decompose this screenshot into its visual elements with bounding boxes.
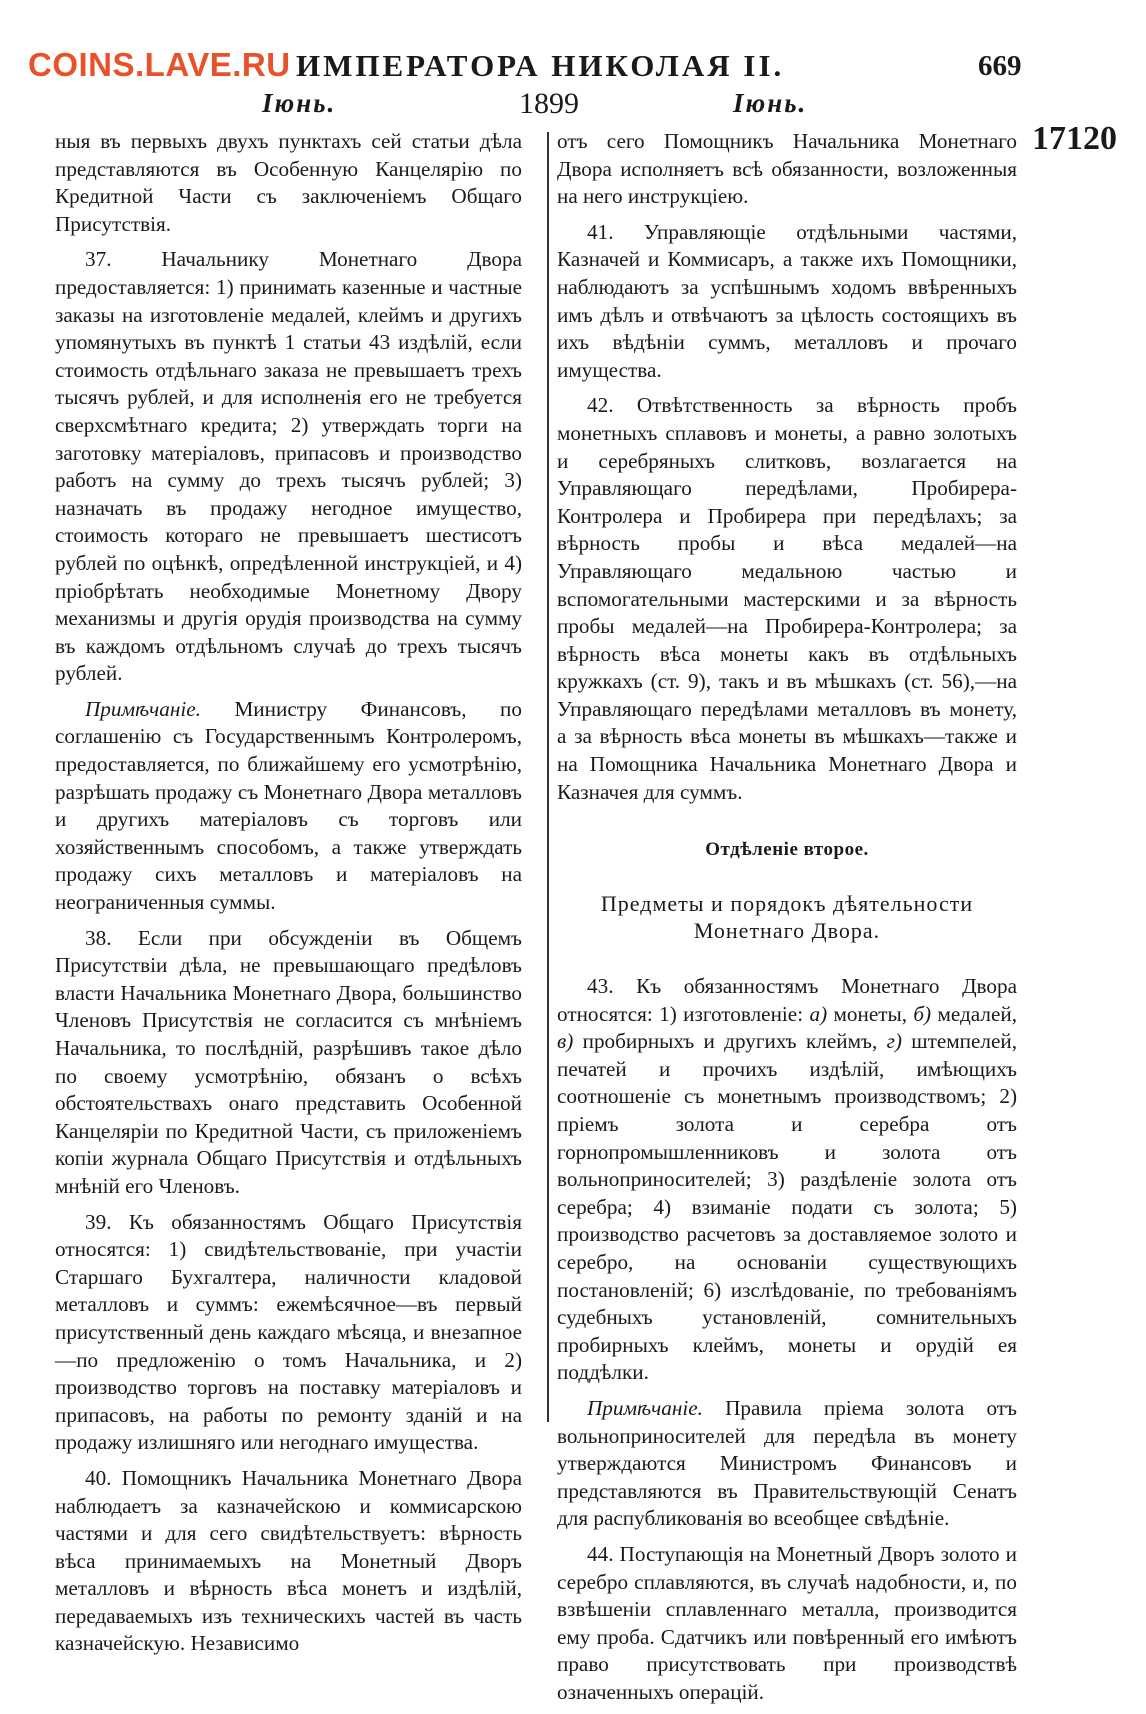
article-40: 40. Помощникъ Начальника Монетнаго Двора наблюдаетъ за казначейскою и коммисарскою частями и для сего свидѣтельствуетъ: вѣрность вѣса принимаемыхъ на Монетный Дворъ металловъ и вѣрность вѣса монетъ и издѣлій, передаваемыхъ изъ техническихъ частей въ часть казначейскую. Независимо (55, 1465, 522, 1656)
text-run: медалей, (931, 1001, 1017, 1026)
running-title: ИМПЕРАТОРА НИКОЛАЯ II. (296, 48, 785, 83)
note-text: Министру Финансовъ, по соглашенію съ Государственнымъ Контролеромъ, предоставляется, по ближайшему его усмотрѣнію, разрѣшать продажу съ Монетнаго Двора металловъ и другихъ матеріаловъ съ торговъ или хозяйственнымъ способомъ, а также утверждать продажу сихъ металловъ и матеріаловъ на неограниченныя суммы. (55, 696, 522, 915)
note-label: Примѣчаніе. (85, 696, 201, 721)
note-label: Примѣчаніе. (587, 1395, 703, 1420)
section-heading: Отдѣленіе второе. (705, 839, 869, 861)
list-letter: б) (913, 1001, 932, 1026)
year: 1899 (519, 87, 579, 120)
list-letter: г) (886, 1029, 902, 1054)
article-43 (557, 973, 1017, 1387)
text-run: штемпелей, печатей и прочихъ издѣлій, имѣющихъ соотношеніе съ монетнымъ производствомъ; 2) пріемъ золота и серебра отъ горнопромышленниковъ и золота отъ вольноприносителей; 3) раздѣленіе золота отъ серебра; 4) взиманіе подати съ золота; 5) производство расчетовъ за доставляемое золото и серебро, на основаніи существующихъ постановленій; 6) изслѣдованіе, по требованіямъ судебныхъ установленій, сомнительныхъ пробирныхъ клеймъ, монеты и орудій ея поддѣлки. (557, 1029, 1018, 1385)
article-42: 42. Отвѣтственность за вѣрность пробъ монетныхъ сплавовъ и монеты, а равно золотыхъ и серебряныхъ слитковъ, возлагается на Управляющаго передѣлами, Пробирера-Контролера и Пробирера при передѣлахъ; за вѣрность пробы и вѣса медалей—на Управляющаго медальною частью и вспомогательными мастерскими и за вѣрность пробы медалей—на Пробирера-Контролера; за вѣрность вѣса монеты какъ въ отдѣльныхъ кружкахъ (ст. 9), такъ и въ мѣшкахъ (ст. 56),—на Управляющаго передѣлами металловъ въ монету, а за вѣрность вѣса монеты въ мѣшкахъ—также и на Помощника Начальника Монетнаго Двора и Казначея для суммъ. (557, 393, 1017, 804)
article-39: 39. Къ обязанностямъ Общаго Присутствія относятся: 1) свидѣтельствованіе, при участіи Старшаго Бухгалтера, наличности кладовой металловъ и суммъ: ежемѣсячное—въ первый присутственный день каждаго мѣсяца, и внезапное—по предложенію о томъ Начальника, и 2) производство торговъ на поставку матеріаловъ и припасовъ, на работы по ремонту зданій и на продажу излишняго или негоднаго имущества. (55, 1209, 522, 1455)
paragraph-continuation: отъ сего Помощникъ Начальника Монетнаго Двора исполняетъ всѣ обязанности, возложенныя на него инструкціею. (557, 129, 1017, 209)
article-41: 41. Управляющіе отдѣльными частями, Казначей и Коммисаръ, а также ихъ Помощники, наблюдаютъ за успѣшнымъ ходомъ ввѣренныхъ имъ дѣлъ и отвѣчаютъ за цѣлость состоящихъ въ ихъ вѣдѣніи суммъ, металловъ и прочаго имущества. (557, 219, 1017, 382)
left-column (55, 128, 522, 1666)
note-paragraph (557, 1395, 1017, 1533)
watermark: COINS.LAVE.RU (28, 46, 291, 83)
note-text: Правила пріема золота отъ вольноприносителей для передѣла въ монету утверждаются Министромъ Финансовъ и представляются въ Правительствующій Сенатъ для распубликованія во всеобщее свѣдѣніе. (557, 1395, 1017, 1531)
article-44: 44. Поступающія на Монетный Дворъ золото и серебро сплавляются, въ случаѣ надобности, и, по взвѣшеніи сплавленнаго металла, производится ему проба. Сдатчикъ или повѣренный его имѣютъ право присутствовать при производствѣ означенныхъ операцій. (557, 1541, 1017, 1704)
paragraph-continuation: ныя въ первыхъ двухъ пунктахъ сей статьи дѣла представляются въ Особенную Канцелярію по Кредитной Части съ заключеніемъ Общаго Присутствія. (55, 129, 522, 236)
note-paragraph (55, 696, 522, 917)
right-column (557, 128, 1017, 1714)
page-number: 669 (978, 50, 1022, 82)
month-left: Іюнь. (262, 88, 337, 118)
list-letter: в) (557, 1029, 574, 1054)
text-run: 43. Къ обязанностямъ Монетнаго Двора относятся: 1) изготовленіе: (557, 974, 1017, 1026)
list-letter: а) (809, 1001, 828, 1026)
section-title: Предметы и порядокъ дѣятельности Монетнаго Двора. (600, 890, 974, 944)
article-37: 37. Начальнику Монетнаго Двора предоставляется: 1) принимать казенные и частные заказы на изготовленіе медалей, клеймъ и другихъ упомянутыхъ въ пунктѣ 1 статьи 43 издѣлій, если стоимость отдѣльнаго заказа не превышаетъ трехъ тысячъ рублей, и для исполненія его не требуется сверхсмѣтнаго кредита; 2) утверждать торги на заготовку матеріаловъ, припасовъ и производство работъ на сумму до трехъ тысячъ рублей; 3) назначать въ продажу негодное имущество, стоимость котораго не превышаетъ шестисотъ рублей по оцѣнкѣ, опредѣленной инструкціей, и 4) пріобрѣтать необходимые Монетному Двору механизмы и другія орудія производства на сумму въ каждомъ отдѣльномъ случаѣ до трехъ тысячъ рублей. (55, 247, 522, 686)
article-38: 38. Если при обсужденіи въ Общемъ Присутствіи дѣла, не превышающаго предѣловъ власти Начальника Монетнаго Двора, большинство Членовъ Присутствія не согласится съ мнѣніемъ Начальника, то послѣдній, разрѣшивъ такое дѣло по своему усмотрѣнію, обязанъ о всѣхъ обстоятельствахъ онаго представить Особенной Канцеляріи по Кредитной Части, съ приложеніемъ копіи журнала Общаго Присутствія и отдѣльныхъ мнѣній его Членовъ. (55, 925, 522, 1198)
text-run: пробирныхъ и другихъ клеймъ, (573, 1029, 887, 1054)
text-run: монеты, (827, 1001, 914, 1026)
month-right: Іюнь. (733, 88, 808, 118)
column-divider (547, 132, 549, 1422)
margin-document-number: 17120 (1032, 120, 1117, 157)
